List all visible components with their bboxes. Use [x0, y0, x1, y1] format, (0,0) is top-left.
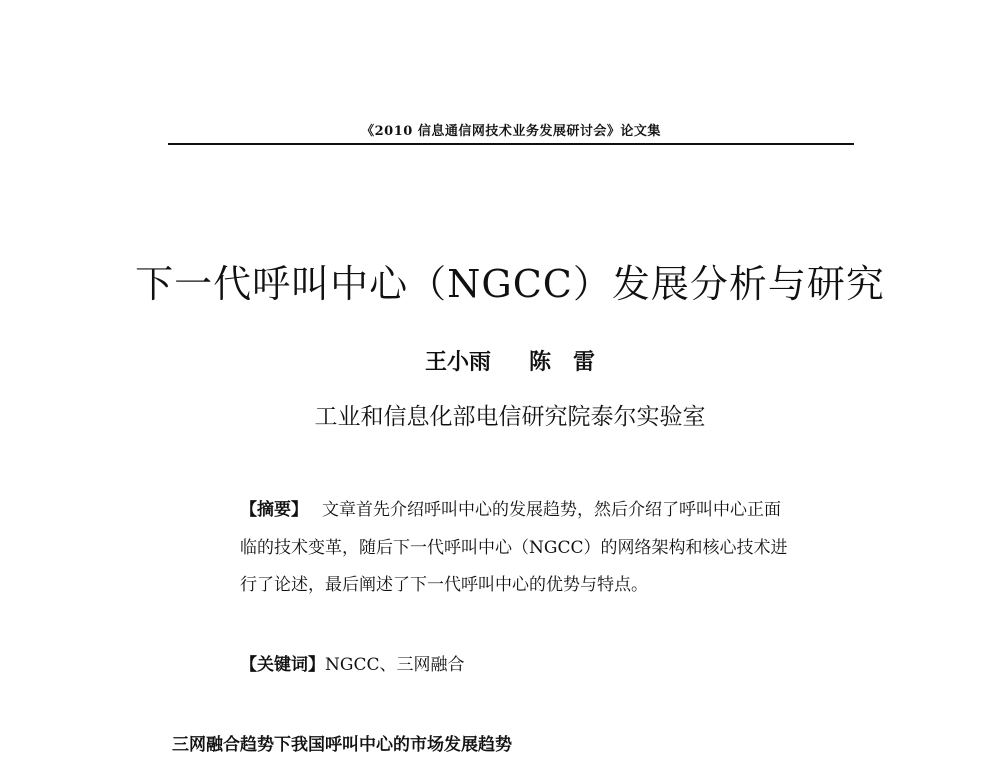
paper-title: 下一代呼叫中心（NGCC）发展分析与研究: [135, 262, 885, 307]
abstract-text: 文章首先介绍呼叫中心的发展趋势，然后介绍了呼叫中心正面临的技术变革，随后下一代呼叫中心（NGCC）的网络架构和核心技术进行了论述，最后阐述了下一代呼叫中心的优势与特点。: [240, 500, 788, 595]
keywords-label: 【关键词】: [240, 655, 325, 675]
keywords: [240, 650, 788, 680]
running-header: 《2010 信息通信网技术业务发展研讨会》论文集: [361, 124, 661, 139]
author-list: [300, 345, 720, 376]
header-rule: [168, 143, 854, 145]
author-2: 陈 雷: [529, 349, 596, 375]
keywords-text: NGCC、三网融合: [325, 655, 465, 675]
section-heading: 三网融合趋势下我国呼叫中心的市场发展趋势: [172, 735, 512, 755]
author-1: 王小雨: [424, 349, 491, 375]
affiliation: 工业和信息化部电信研究院泰尔实验室: [314, 404, 706, 430]
abstract-label: 【摘要】: [240, 500, 308, 520]
abstract: [240, 492, 788, 605]
